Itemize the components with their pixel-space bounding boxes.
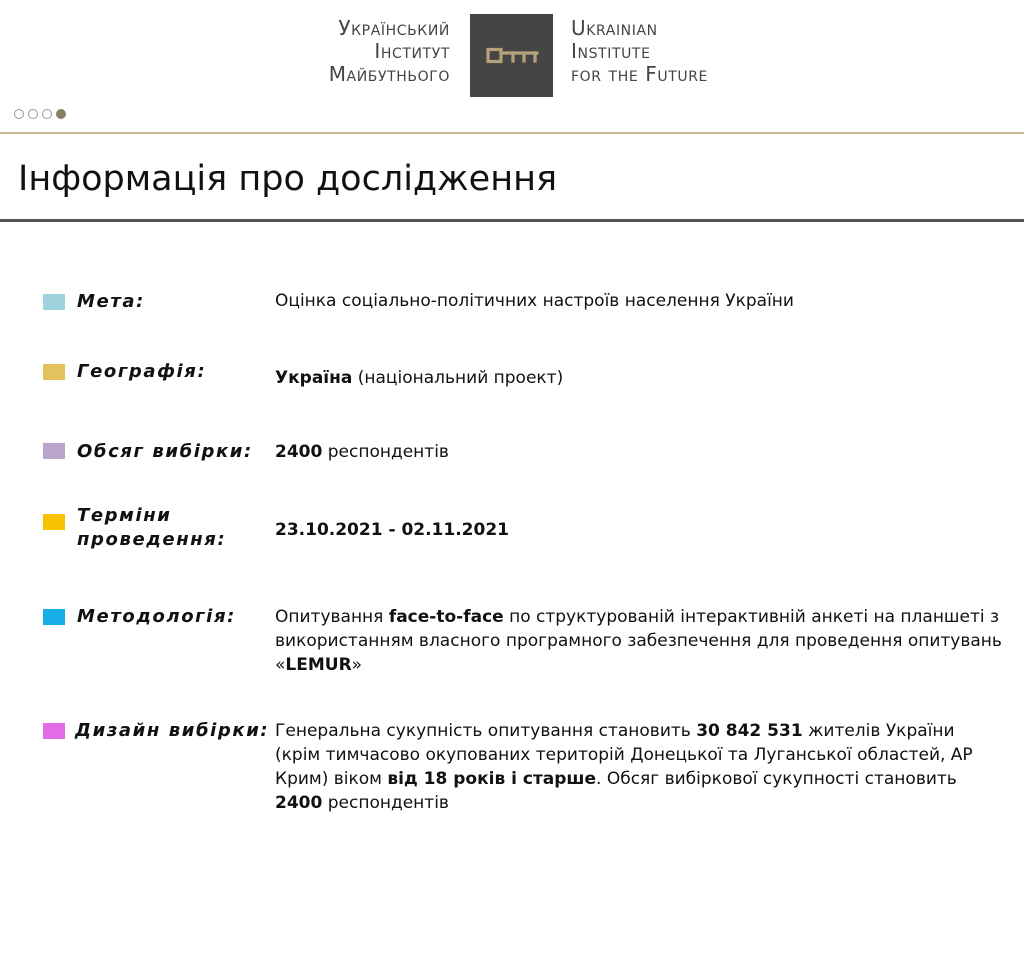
logo-text-en (571, 17, 708, 86)
page-title: Інформація про дослідження (18, 159, 558, 199)
value-emphasis: 2400 (275, 793, 323, 813)
value-emphasis: face-to-face (388, 607, 504, 627)
row-value (275, 605, 1005, 677)
row-value (275, 518, 1005, 542)
value-text: по структурованій інтерактивній анкеті на планшеті з використанням власного програмного забезпечення для проведення опитувань « (275, 607, 1002, 675)
value-text: респондентів (322, 442, 449, 462)
row-label: Методологія: (77, 606, 236, 627)
value-text: » (351, 655, 363, 675)
row-label: Терміни проведення: (77, 505, 227, 550)
color-swatch (43, 294, 65, 310)
key-icon (470, 14, 553, 97)
value-text: Опитування (275, 607, 389, 627)
logo-en-line: Ukrainian (571, 16, 658, 40)
row-label: Мета: (77, 291, 145, 312)
pager-dot-active[interactable] (56, 109, 66, 119)
value-emphasis: LEMUR (285, 655, 352, 675)
value-text: респондентів (322, 793, 449, 813)
value-text: Оцінка соціально-політичних настроїв населення України (275, 291, 794, 311)
row-label: Обсяг вибірки: (77, 441, 253, 462)
value-emphasis: 2400 (275, 442, 323, 462)
logo-ua-line: Український (338, 16, 450, 40)
slide-pager (14, 109, 66, 119)
logo-ua-line: Інститут (374, 39, 450, 63)
row-label: Географія: (77, 361, 207, 382)
title-divider (0, 219, 1024, 222)
logo-mark (470, 14, 553, 97)
logo-en-line: Institute (571, 39, 651, 63)
value-text: Генеральна сукупність опитування становить (275, 721, 697, 741)
row-value (275, 289, 1005, 313)
value-text: (національний проект) (352, 368, 564, 388)
value-text: жителів України (крім тимчасово окупованих територій Донецької та Луганської областей, АР Крим) віком (275, 721, 973, 789)
value-emphasis: від 18 років і старше (387, 769, 597, 789)
color-swatch (43, 609, 65, 625)
logo-text-ua (329, 17, 450, 86)
color-swatch (43, 364, 65, 380)
header (0, 0, 1024, 134)
color-swatch (43, 443, 65, 459)
value-emphasis: Україна (275, 368, 353, 388)
row-value (275, 719, 1005, 815)
value-text: . Обсяг вибіркової сукупності становить (596, 769, 957, 789)
logo-ua-line: Майбутнього (328, 62, 450, 86)
row-value (275, 440, 1005, 464)
color-swatch (43, 514, 65, 530)
header-divider (0, 132, 1024, 134)
logo-en-line: for the Future (571, 62, 708, 86)
pager-dot[interactable] (42, 109, 52, 119)
color-swatch (43, 723, 65, 739)
value-emphasis: 30 842 531 (696, 721, 803, 741)
row-value (275, 366, 1005, 390)
value-emphasis: 23.10.2021 - 02.11.2021 (275, 520, 509, 540)
pager-dot[interactable] (28, 109, 38, 119)
pager-dot[interactable] (14, 109, 24, 119)
row-label: Дизайн вибірки: (75, 720, 270, 741)
